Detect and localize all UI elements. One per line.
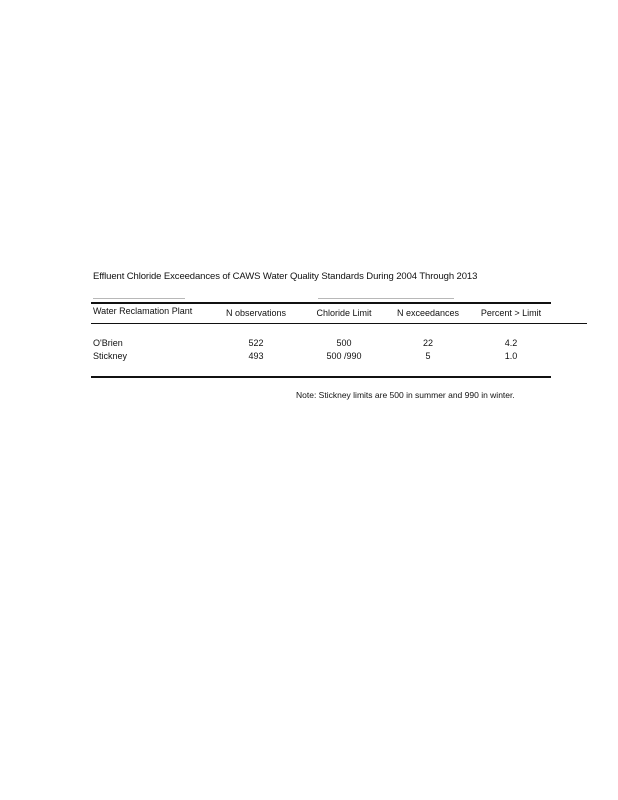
cell-chloride-limit: 500: [336, 338, 352, 348]
cell-exceedances: 22: [422, 338, 433, 348]
header-chloride-limit: Chloride Limit: [316, 308, 372, 318]
cell-plant: Stickney: [93, 351, 128, 361]
header-exceedances: N exceedances: [396, 308, 460, 318]
cell-exceedances: 5: [425, 351, 431, 361]
header-plant: Water Reclamation Plant: [93, 306, 193, 316]
table-bottom-rule: [91, 376, 551, 378]
header-observations: N observations: [225, 308, 287, 318]
cell-chloride-limit: 500 /990: [326, 351, 362, 361]
header-percent: Percent > Limit: [480, 308, 542, 318]
cell-percent: 1.0: [504, 351, 518, 361]
table-title: Effluent Chloride Exceedances of CAWS Water Quality Standards During 2004 Through 2013: [93, 271, 478, 282]
cell-observations: 493: [248, 351, 264, 361]
cell-observations: 522: [248, 338, 264, 348]
faint-artifact-line: [93, 298, 185, 299]
table-top-rule: [91, 302, 551, 304]
cell-percent: 4.2: [504, 338, 518, 348]
cell-plant: O'Brien: [93, 338, 123, 348]
table-header-rule: [91, 323, 587, 324]
table-note: Note: Stickney limits are 500 in summer and 990 in winter.: [296, 390, 515, 400]
faint-artifact-line: [318, 298, 454, 299]
